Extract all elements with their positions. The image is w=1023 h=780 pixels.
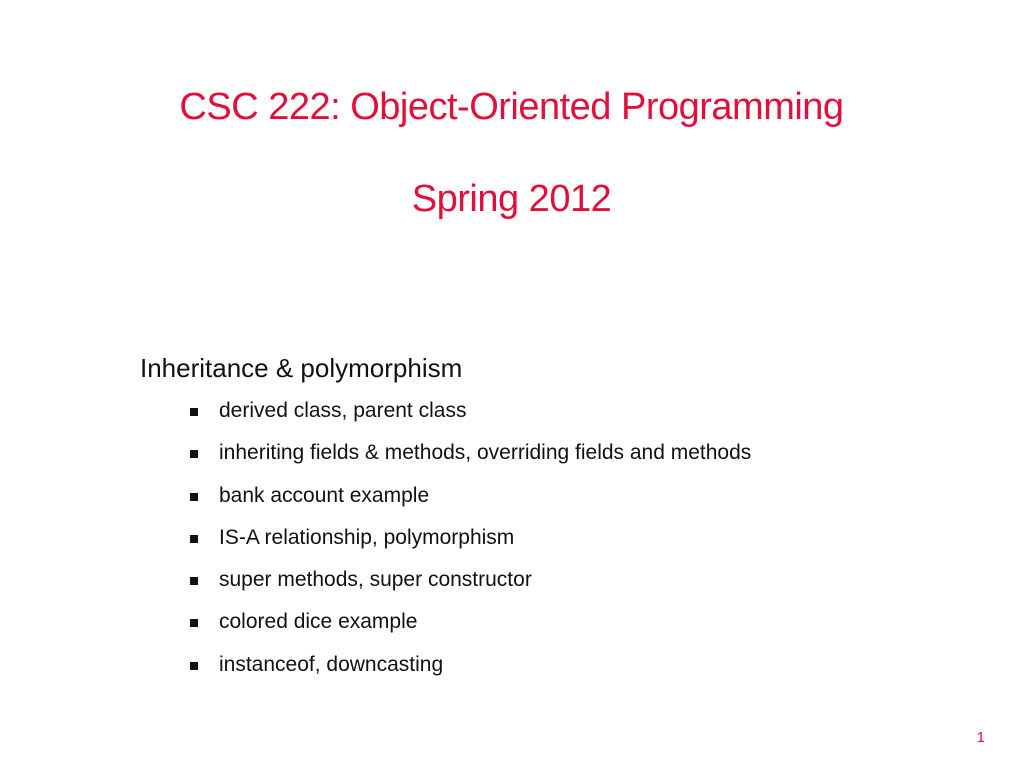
square-bullet-icon: [190, 577, 198, 585]
square-bullet-icon: [190, 408, 198, 416]
slide-subtitle: Spring 2012: [411, 178, 612, 220]
list-item: [190, 399, 751, 441]
bullet-text: super methods, super constructor: [219, 568, 532, 592]
list-item: [190, 484, 751, 526]
square-bullet-icon: [190, 450, 198, 458]
square-bullet-icon: [190, 535, 198, 543]
bullet-text: IS-A relationship, polymorphism: [219, 525, 515, 549]
bullet-text: bank account example: [219, 483, 430, 507]
square-bullet-icon: [190, 619, 198, 627]
square-bullet-icon: [190, 662, 198, 670]
slide-title: CSC 222: Object-Oriented Programming: [179, 86, 844, 128]
list-item: [190, 526, 751, 568]
square-bullet-icon: [190, 493, 198, 501]
bullet-text: derived class, parent class: [219, 399, 467, 422]
topic-heading: Inheritance & polymorphism: [140, 353, 463, 383]
bullet-list: [190, 399, 751, 695]
bullet-text: colored dice example: [219, 610, 418, 634]
list-item: [190, 610, 751, 652]
bullet-text: instanceof, downcasting: [219, 652, 444, 676]
bullet-text: inheriting fields & methods, overriding fields and methods: [219, 441, 752, 465]
list-item: [190, 441, 751, 483]
list-item: [190, 653, 751, 695]
page-number: 1: [976, 729, 985, 746]
list-item: [190, 568, 751, 610]
